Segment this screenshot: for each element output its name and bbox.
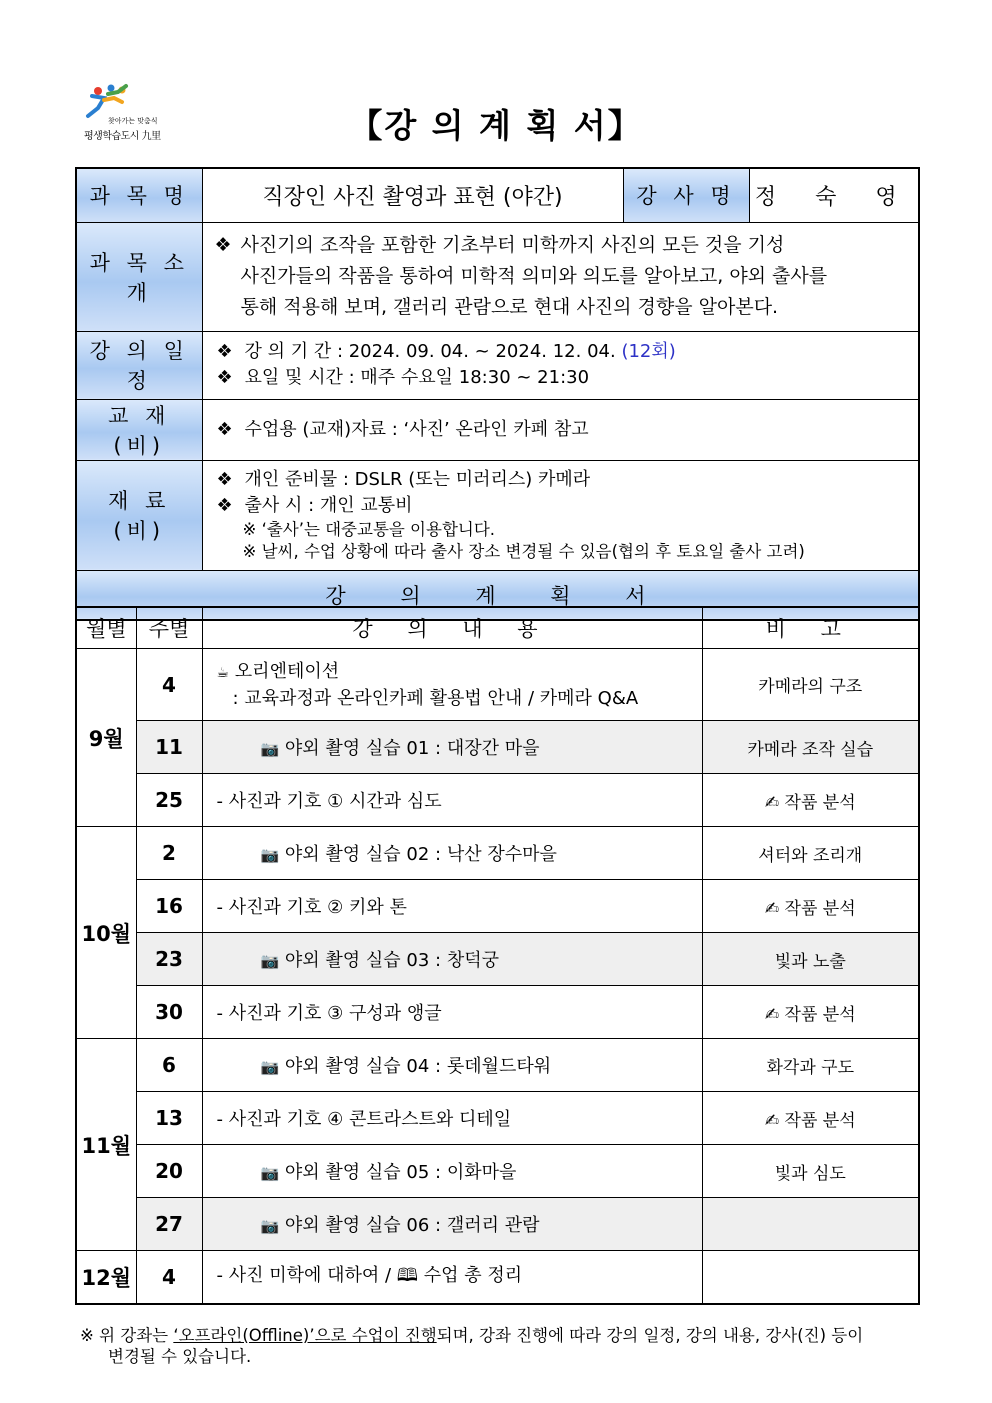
content-cell: 📷 야외 촬영 실습 02 : 낙산 장수마을	[202, 827, 702, 880]
content-cell: - 사진과 기호 ③ 구성과 앵글	[202, 986, 702, 1039]
month-cell: 9월	[76, 649, 136, 827]
pen-icon: ✍	[764, 792, 780, 813]
remark-cell: 화각과 구도	[702, 1039, 919, 1092]
content-cell: - 사진과 기호 ② 키와 톤	[202, 880, 702, 933]
content-detail: : 교육과정과 온라인카페 활용법 안내 / 카메라 Q&A	[232, 687, 639, 709]
schedule-period: 강 의 기 간 : 2024. 09. 04. ~ 2024. 12. 04.	[244, 341, 616, 362]
week-cell: 13	[136, 1092, 202, 1145]
table-row	[76, 1039, 919, 1092]
week-cell: 27	[136, 1198, 202, 1251]
camera-icon: 📷	[260, 1164, 280, 1182]
week-cell: 23	[136, 933, 202, 986]
content-title: 오리엔테이션	[234, 660, 340, 682]
intro-text	[202, 222, 919, 331]
camera-icon: 📷	[260, 1058, 280, 1076]
intro-row	[76, 222, 919, 331]
camera-icon: 📷	[260, 740, 280, 758]
month-cell: 11월	[76, 1039, 136, 1251]
course-info-table	[75, 167, 920, 621]
camera-icon: 📷	[260, 846, 280, 864]
table-row	[76, 721, 919, 774]
content-cell: 📷 야외 촬영 실습 03 : 창덕궁	[202, 933, 702, 986]
content-cell: - 사진 미학에 대하여 / 🕮 수업 총 정리	[202, 1251, 702, 1304]
bullet-icon: ❖	[216, 495, 233, 516]
page-title: 【강 의 계 획 서】	[349, 106, 643, 145]
intro-line-2: 사진가들의 작품을 통하여 미학적 의미와 의도를 알아보고, 야외 출사를	[240, 265, 828, 287]
remark-cell: ✍ 작품 분석	[702, 986, 919, 1039]
table-row	[76, 880, 919, 933]
schedule-header-row	[76, 607, 919, 649]
footer-note: ※ 위 강좌는 ‘오프라인(Offline)’으로 수업이 진행되며, 강좌 진행에 따라 강의 일정, 강의 내용, 강사(진) 등이 변경될 수 있습니다.	[80, 1326, 864, 1366]
week-cell: 25	[136, 774, 202, 827]
materials-line-2: 출사 시 : 개인 교통비	[244, 495, 413, 516]
bullet-icon: ❖	[216, 418, 233, 440]
course-label: 과 목 명	[76, 168, 202, 222]
intro-label: 과 목 소 개	[76, 222, 202, 331]
table-row	[76, 774, 919, 827]
week-cell: 16	[136, 880, 202, 933]
textbook-info	[202, 399, 919, 460]
table-row	[76, 933, 919, 986]
textbook-text: 수업용 (교재)자료 : ‘사진’ 온라인 카페 참고	[244, 418, 589, 440]
content-cell	[202, 649, 702, 721]
pen-icon: ✍	[764, 898, 780, 919]
remark-cell: ✍ 작품 분석	[702, 880, 919, 933]
col-month: 월별	[76, 607, 136, 649]
schedule-time: 요일 및 시간 : 매주 수요일 18:30 ~ 21:30	[244, 367, 590, 388]
bullet-icon: ❖	[216, 367, 233, 388]
course-name: 직장인 사진 촬영과 표현 (야간)	[202, 168, 623, 222]
remark-cell: 빛과 심도	[702, 1145, 919, 1198]
col-content: 강 의 내 용	[202, 607, 702, 649]
week-cell: 20	[136, 1145, 202, 1198]
month-cell: 12월	[76, 1251, 136, 1304]
logo-tagline: 찾아가는 맞춤식	[108, 117, 158, 125]
materials-info	[202, 460, 919, 570]
materials-label: 재 료 (비)	[76, 460, 202, 570]
content-cell: 📷 야외 촬영 실습 05 : 이화마을	[202, 1145, 702, 1198]
schedule-info-row	[76, 331, 919, 399]
table-row	[76, 649, 919, 721]
remark-cell	[702, 1251, 919, 1304]
textbook-label: 교 재 (비)	[76, 399, 202, 460]
content-cell: - 사진과 기호 ① 시간과 심도	[202, 774, 702, 827]
schedule-count: (12회)	[621, 341, 676, 362]
textbook-row	[76, 399, 919, 460]
logo-name: 평생학습도시 九里	[84, 131, 161, 142]
camera-icon: 📷	[260, 952, 280, 970]
content-cell: 📷 야외 촬영 실습 01 : 대장간 마을	[202, 721, 702, 774]
book-icon: 🕮	[396, 1264, 419, 1286]
remark-cell: ✍ 작품 분석	[702, 774, 919, 827]
teacher-label: 강 사 명	[623, 168, 749, 222]
col-remark: 비 고	[702, 607, 919, 649]
schedule-table	[75, 606, 920, 1305]
pen-icon: ✍	[764, 1004, 780, 1025]
table-row	[76, 986, 919, 1039]
footer-highlight: ‘오프라인(Offline)’으로 수업이 진행	[173, 1326, 437, 1345]
remark-cell: ✍ 작품 분석	[702, 1092, 919, 1145]
table-row	[76, 1145, 919, 1198]
intro-line-1: 사진기의 조작을 포함한 기초부터 미학까지 사진의 모든 것을 기성	[240, 234, 785, 256]
table-row	[76, 1198, 919, 1251]
remark-cell: 카메라 조작 실습	[702, 721, 919, 774]
materials-row	[76, 460, 919, 570]
coffee-icon: ☕	[216, 664, 230, 681]
week-cell: 11	[136, 721, 202, 774]
remark-cell: 셔터와 조리개	[702, 827, 919, 880]
pen-icon: ✍	[764, 1110, 780, 1131]
intro-line-3: 통해 적용해 보며, 갤러리 관람으로 현대 사진의 경향을 알아본다.	[240, 296, 779, 318]
week-cell: 6	[136, 1039, 202, 1092]
materials-line-1: 개인 준비물 : DSLR (또는 미러리스) 카메라	[244, 469, 591, 490]
camera-icon: 📷	[260, 1217, 280, 1235]
table-row	[76, 827, 919, 880]
week-cell: 30	[136, 986, 202, 1039]
week-cell: 4	[136, 649, 202, 721]
remark-cell	[702, 1198, 919, 1251]
content-cell: 📷 야외 촬영 실습 04 : 롯데월드타워	[202, 1039, 702, 1092]
materials-note-1: ※ ‘출사’는 대중교통을 이용합니다.	[242, 520, 496, 539]
schedule-info	[202, 331, 919, 399]
materials-note-2: ※ 날씨, 수업 상황에 따라 출사 장소 변경될 수 있음(협의 후 토요일 출사 고려)	[242, 542, 805, 561]
plan-header: 강 의 계 획 서	[76, 570, 919, 620]
course-row	[76, 168, 919, 222]
week-cell: 2	[136, 827, 202, 880]
schedule-label: 강 의 일 정	[76, 331, 202, 399]
table-row	[76, 1251, 919, 1304]
col-week: 주별	[136, 607, 202, 649]
week-cell: 4	[136, 1251, 202, 1304]
bullet-icon: ❖	[214, 234, 232, 256]
remark-cell: 빛과 노출	[702, 933, 919, 986]
bullet-icon: ❖	[216, 341, 233, 362]
table-row	[76, 1092, 919, 1145]
month-cell: 10월	[76, 827, 136, 1039]
remark-cell: 카메라의 구조	[702, 649, 919, 721]
content-cell: 📷 야외 촬영 실습 06 : 갤러리 관람	[202, 1198, 702, 1251]
teacher-name: 정 숙 영	[749, 168, 919, 222]
bullet-icon: ❖	[216, 469, 233, 490]
content-cell: - 사진과 기호 ④ 콘트라스트와 디테일	[202, 1092, 702, 1145]
